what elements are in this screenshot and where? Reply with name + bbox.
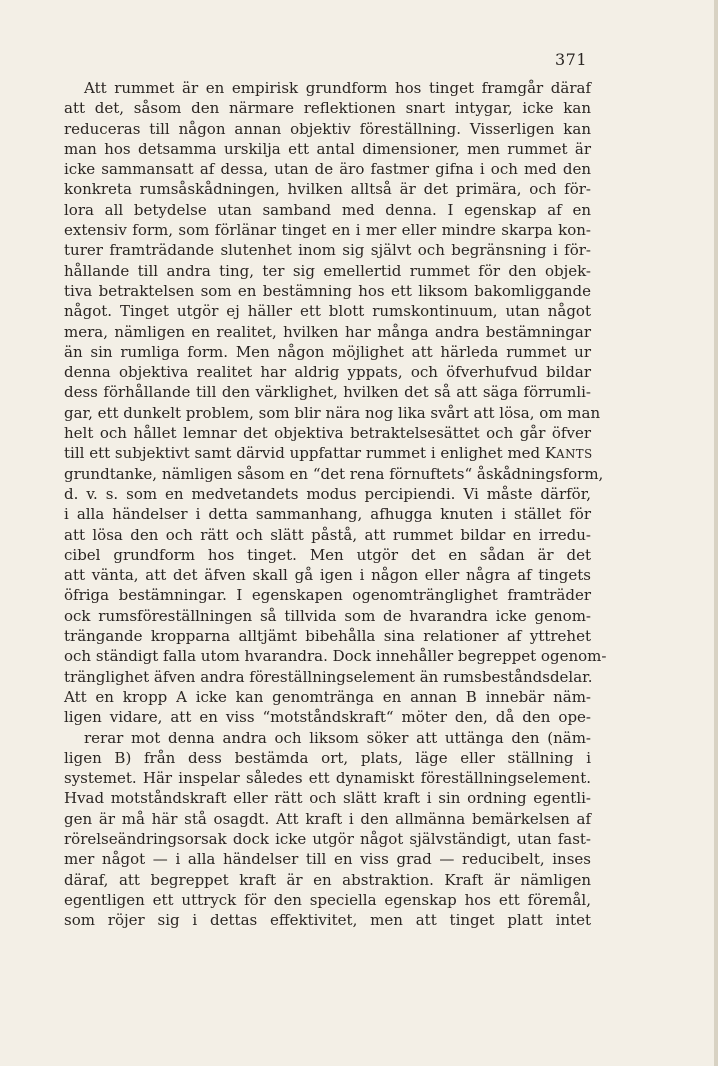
text-line: Hvad motståndskraft eller rätt och slätt kraft i sin ordning egentli- — [64, 789, 591, 808]
text-line: något. Tinget utgör ej häller ett blott rumskontinuum, utan något — [64, 302, 591, 321]
text-line: hållande till andra ting, ter sig emellertid rummet för den objek- — [64, 261, 591, 280]
text-line: extensiv form, som förlänar tinget en i mer eller mindre skarpa kon- — [64, 221, 591, 240]
text-line: Att en kropp A icke kan genomtränga en annan B innebär näm- — [64, 687, 591, 706]
text-line: dess förhållande till den värklighet, hvilken det så att säga förrumli- — [64, 383, 591, 402]
text-line: konkreta rumsåskådningen, hvilken alltså är det primära, och för- — [64, 180, 591, 199]
text-line: att lösa den och rätt och slätt påstå, att rummet bildar en irredu- — [64, 525, 591, 544]
text-line: reduceras till någon annan objektiv föreställning. Visserligen kan — [64, 119, 591, 138]
text-line: däraf, att begreppet kraft är en abstraktion. Kraft är nämligen — [64, 870, 591, 889]
page-number: 371 — [554, 50, 587, 69]
text-line: cibel grundform hos tinget. Men utgör det en sådan är det — [64, 545, 591, 564]
text-line: rerar mot denna andra och liksom söker att uttänga den (näm- — [84, 728, 591, 747]
text-line: systemet. Här inspelar således ett dynamiskt föreställningselement. — [64, 769, 591, 788]
text-line: än sin rumliga form. Men någon möjlighet att härleda rummet ur — [64, 342, 591, 361]
text-line: grundtanke, nämligen såsom en “det rena förnuftets“ åskådningsform, — [64, 464, 604, 483]
text-line: ligen B) från dess bestämda ort, plats, läge eller ställning i — [64, 748, 591, 767]
text-line: ligen vidare, att en viss “motståndskraft“ möter den, då den ope- — [64, 708, 591, 727]
text-line: egentligen ett uttryck för den speciella egenskap hos ett föremål, — [64, 890, 591, 909]
text-line: som röjer sig i dettas effektivitet, men att tinget platt intet — [64, 911, 591, 930]
text-line: d. v. s. som en medvetandets modus percipiendi. Vi måste därför, — [64, 484, 591, 503]
text-line: till ett subjektivt samt därvid uppfattar rummet i enlighet med KANTS — [64, 444, 593, 463]
body-text — [64, 78, 607, 930]
text-line: rörelseändringsorsak dock icke utgör något självständigt, utan fast- — [64, 829, 591, 848]
text-line: Att rummet är en empirisk grundform hos tinget framgår däraf — [84, 79, 591, 97]
text-line: gen är må här stå osagdt. Att kraft i den allmänna bemärkelsen af — [64, 809, 591, 828]
text-line: att vänta, att det äfven skall gå igen i någon eller några af tingets — [64, 566, 591, 585]
text-line: tiva betraktelsen som en bestämning hos ett liksom bakomliggande — [64, 281, 591, 300]
text-line: turer framträdande slutenhet inom sig självt och begränsning i för- — [64, 241, 591, 260]
text-line: trängande kropparna alltjämt bibehålla sina relationer af yttrehet — [64, 627, 591, 646]
text-line: icke sammansatt af dessa, utan de äro fastmer gifna i och med den — [64, 160, 591, 179]
text-line: helt och hållet lemnar det objektiva betraktelsesättet och går öfver — [64, 424, 591, 443]
text-line: öfriga bestämningar. I egenskapen ogenomtränglighet framträder — [64, 586, 591, 605]
text-line: gar, ett dunkelt problem, som blir nära nog lika svårt att lösa, om man — [64, 403, 601, 422]
text-line: denna objektiva realitet har aldrig yppats, och öfverhufvud bildar — [64, 363, 591, 382]
text-line: ock rumsföreställningen så tillvida som de hvarandra icke genom- — [64, 606, 591, 625]
text-line: tränglighet äfven andra föreställningselement än rumsbeståndsdelar. — [64, 667, 593, 686]
text-line: i alla händelser i detta sammanhang, afhugga knuten i stället för — [64, 505, 591, 524]
text-line: att det, såsom den närmare reflektionen snart intygar, icke kan — [64, 99, 591, 118]
text-line: man hos detsamma urskilja ett antal dimensioner, men rummet är — [64, 139, 591, 158]
text-line: mera, nämligen en realitet, hvilken har många andra bestämningar — [64, 322, 591, 341]
text-line: och ständigt falla utom hvarandra. Dock innehåller begreppet ogenom- — [64, 647, 607, 666]
text-line: lora all betydelse utan samband med denna. I egenskap af en — [64, 200, 591, 219]
text-line: mer något — i alla händelser till en viss grad — reducibelt, inses — [64, 850, 591, 869]
